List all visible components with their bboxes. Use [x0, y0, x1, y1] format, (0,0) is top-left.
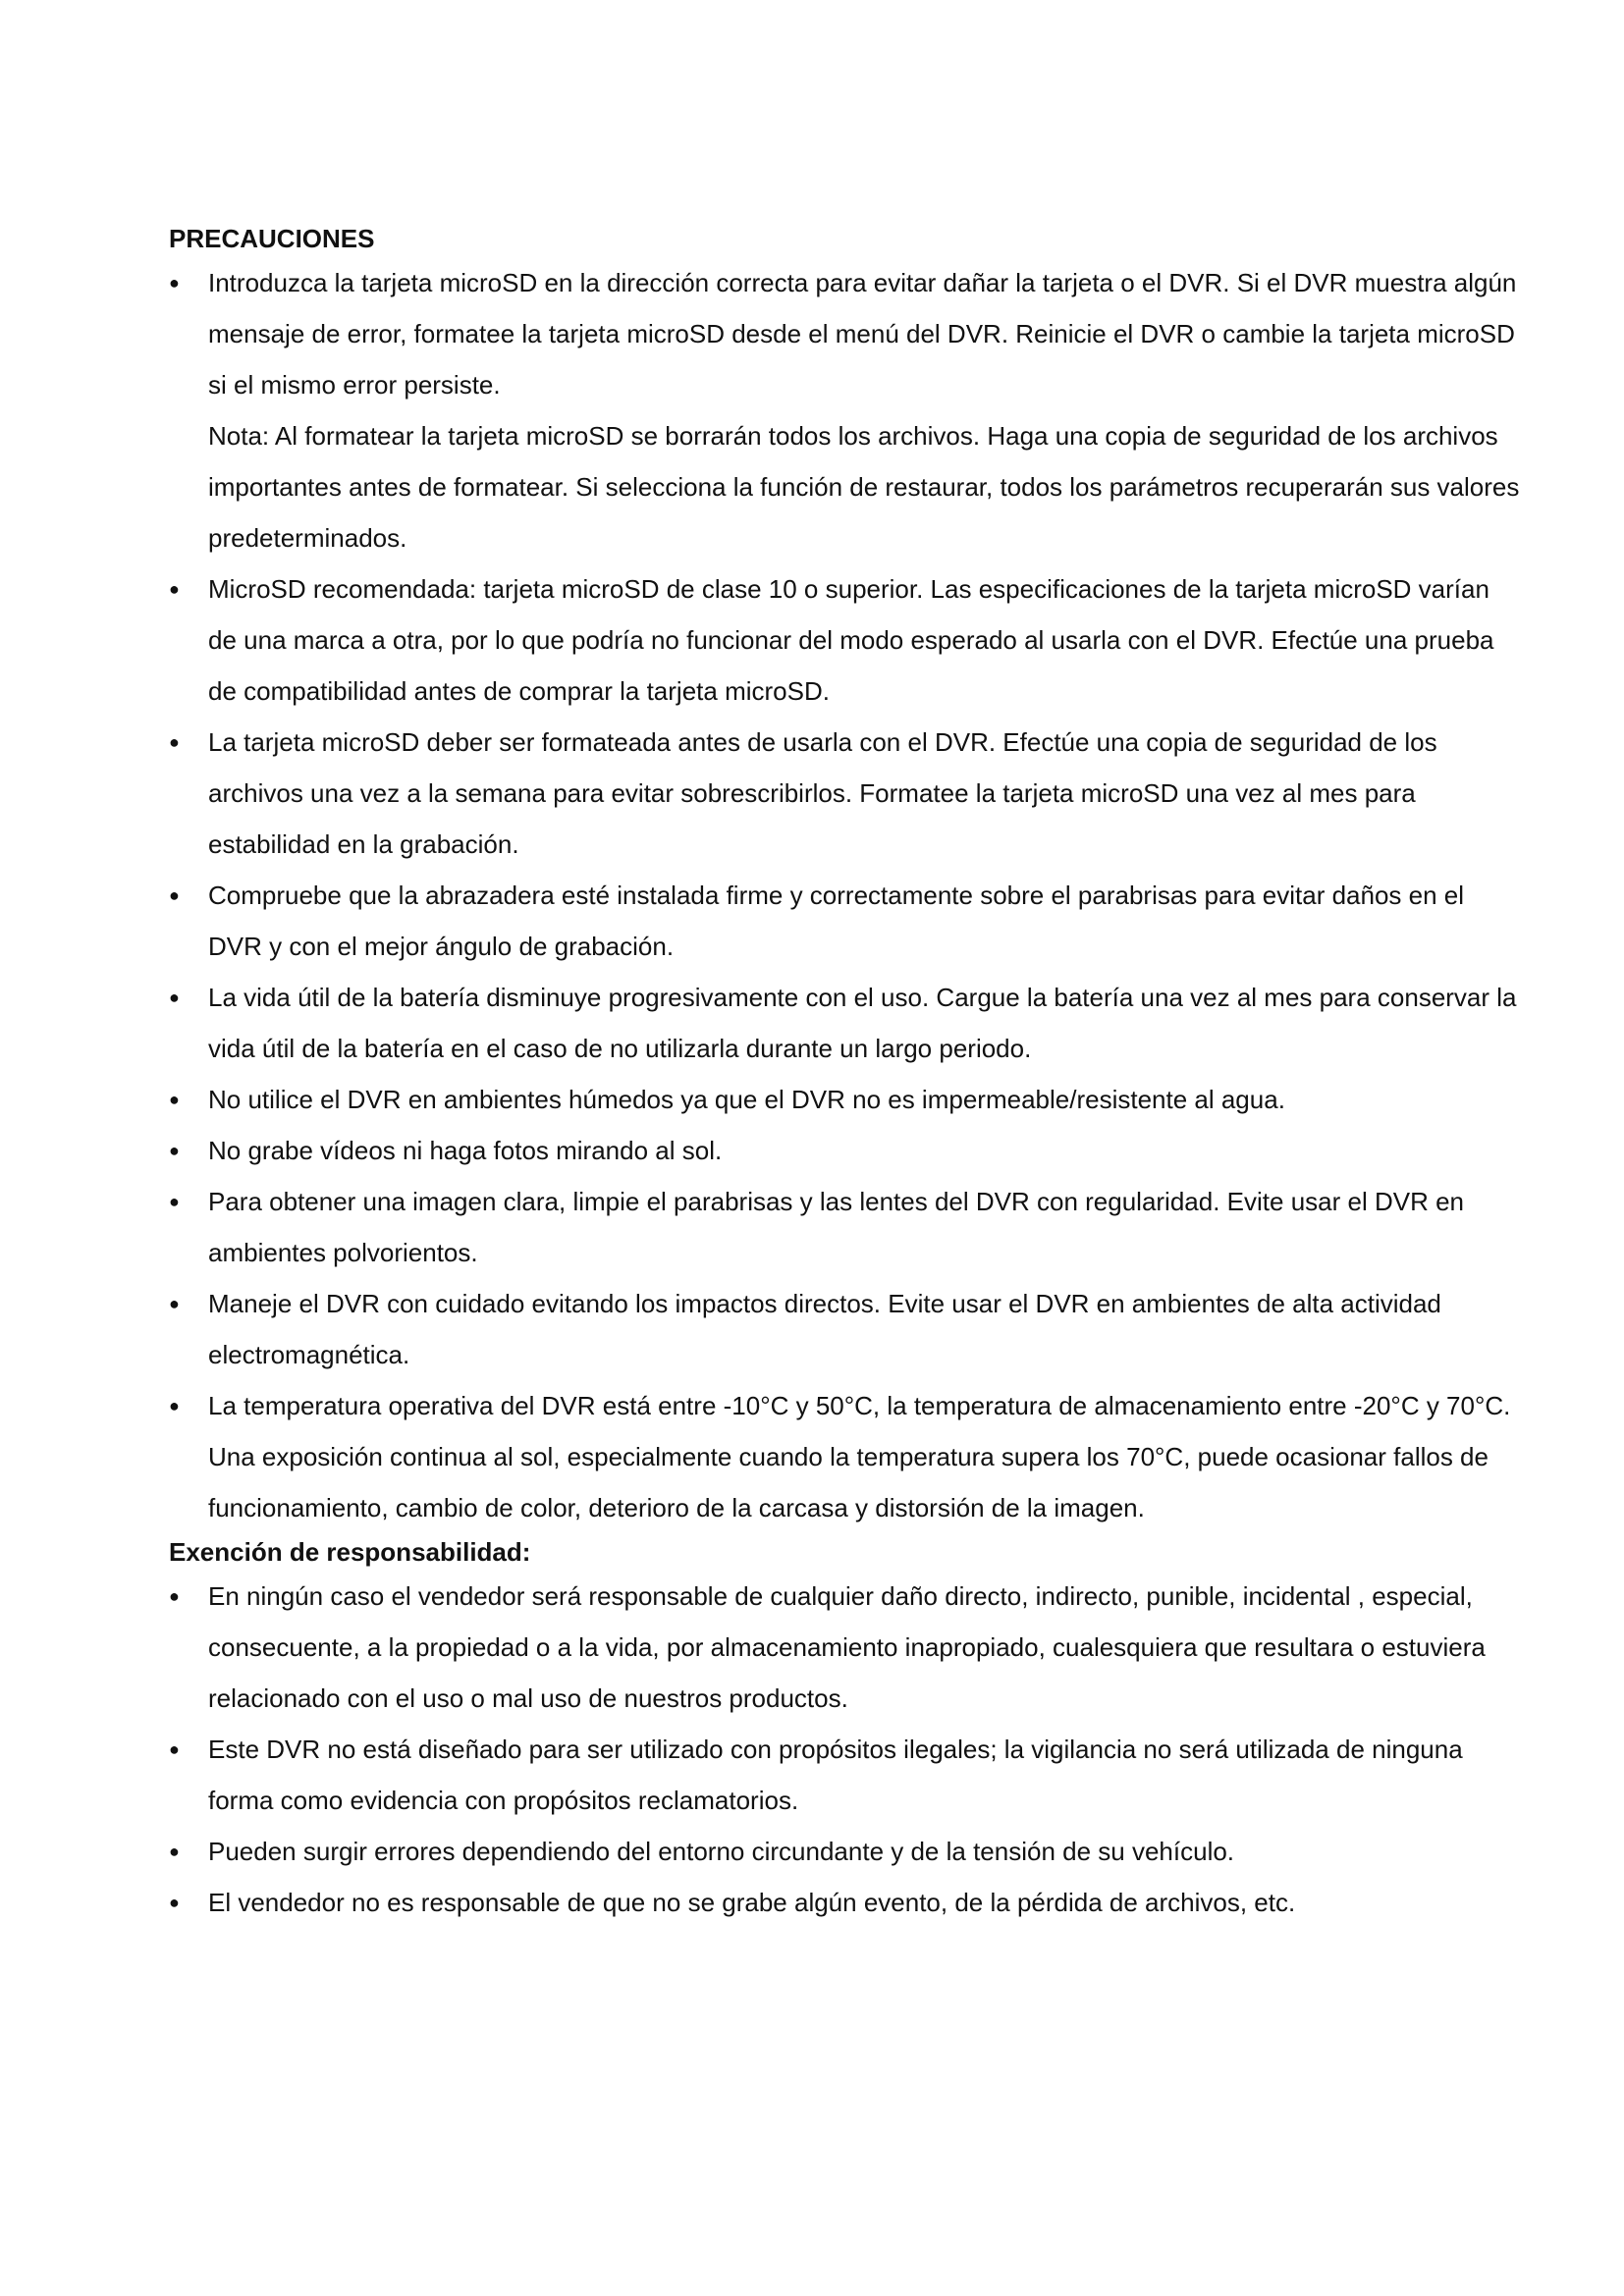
bullet-icon: ●	[169, 1893, 180, 1912]
bullet-icon: ●	[169, 1396, 180, 1415]
list-item	[169, 1278, 1524, 1380]
list-item-text: MicroSD recomendada: tarjeta microSD de clase 10 o superior. Las especificaciones de la tarjeta microSD varían de una marca a otra, por lo que podría no funcionar del modo esperado al usarla con el DVR. Efectúe una prueba de compatibilidad antes de comprar la tarjeta microSD.	[208, 574, 1494, 706]
bullet-icon: ●	[169, 885, 180, 905]
list-item	[169, 972, 1524, 1074]
bullet-icon: ●	[169, 732, 180, 752]
list-item	[169, 1826, 1524, 1877]
document-page	[169, 222, 1524, 1928]
list-item	[169, 717, 1524, 870]
list-item-text: Introduzca la tarjeta microSD en la dirección correcta para evitar dañar la tarjeta o el DVR. Si el DVR muestra algún mensaje de error, formatee la tarjeta microSD desde el menú del DVR. Reinicie el DVR o cambie la tarjeta microSD si el mismo error persiste.	[208, 268, 1517, 400]
list-item-text: No grabe vídeos ni haga fotos mirando al sol.	[208, 1136, 723, 1165]
bullet-icon: ●	[169, 273, 180, 293]
list-item	[169, 257, 1524, 563]
list-item-text: Este DVR no está diseñado para ser utilizado con propósitos ilegales; la vigilancia no será utilizada de ninguna forma como evidencia con propósitos reclamatorios.	[208, 1735, 1463, 1815]
list-item	[169, 1724, 1524, 1826]
list-item	[169, 870, 1524, 972]
bullet-icon: ●	[169, 1842, 180, 1861]
list-item	[169, 563, 1524, 717]
list-item	[169, 1176, 1524, 1278]
list-item	[169, 1571, 1524, 1724]
bullet-icon: ●	[169, 1294, 180, 1313]
precautions-list	[169, 257, 1524, 1533]
list-item	[169, 1380, 1524, 1533]
section-heading-exencion: Exención de responsabilidad:	[169, 1537, 531, 1567]
bullet-icon: ●	[169, 1192, 180, 1211]
bullet-icon: ●	[169, 988, 180, 1007]
list-item-text: Pueden surgir errores dependiendo del entorno circundante y de la tensión de su vehículo.	[208, 1837, 1235, 1866]
list-item-text: No utilice el DVR en ambientes húmedos ya que el DVR no es impermeable/resistente al agua.	[208, 1085, 1285, 1114]
list-item-text: La vida útil de la batería disminuye progresivamente con el uso. Cargue la batería una vez al mes para conservar la vida útil de la batería en el caso de no utilizarla durante un largo periodo.	[208, 983, 1517, 1063]
list-item-text: La tarjeta microSD deber ser formateada antes de usarla con el DVR. Efectúe una copia de seguridad de los archivos una vez a la semana para evitar sobrescribirlos. Formatee la tarjeta microSD una vez al mes para estabilidad en la grabación.	[208, 727, 1437, 859]
list-item	[169, 1125, 1524, 1176]
disclaimer-list	[169, 1571, 1524, 1928]
list-item-text: En ningún caso el vendedor será responsable de cualquier daño directo, indirecto, punible, incidental , especial, consecuente, a la propiedad o a la vida, por almacenamiento inapropiado, cualesquiera que resultara o estuviera relacionado con el uso o mal uso de nuestros productos.	[208, 1581, 1486, 1713]
list-item	[169, 1877, 1524, 1928]
bullet-icon: ●	[169, 1090, 180, 1109]
list-item-text: El vendedor no es responsable de que no se grabe algún evento, de la pérdida de archivos, etc.	[208, 1888, 1296, 1917]
list-item-note: Nota: Al formatear la tarjeta microSD se borrarán todos los archivos. Haga una copia de seguridad de los archivos importantes antes de formatear. Si selecciona la función de restaurar, todos los parámetros recuperarán sus valores predeterminados.	[208, 421, 1520, 553]
list-item	[169, 1074, 1524, 1125]
list-item-text: Compruebe que la abrazadera esté instalada firme y correctamente sobre el parabrisas para evitar daños en el DVR y con el mejor ángulo de grabación.	[208, 881, 1465, 961]
list-item-text: La temperatura operativa del DVR está entre -10°C y 50°C, la temperatura de almacenamiento entre -20°C y 70°C. Una exposición continua al sol, especialmente cuando la temperatura supera los 70°C, puede ocasionar fallos de funcionamiento, cambio de color, deterioro de la carcasa y distorsión de la imagen.	[208, 1391, 1511, 1522]
list-item-text: Para obtener una imagen clara, limpie el parabrisas y las lentes del DVR con regularidad. Evite usar el DVR en ambientes polvorientos.	[208, 1187, 1464, 1267]
bullet-icon: ●	[169, 579, 180, 599]
bullet-icon: ●	[169, 1739, 180, 1759]
list-item-text: Maneje el DVR con cuidado evitando los impactos directos. Evite usar el DVR en ambientes de alta actividad electromagnética.	[208, 1289, 1441, 1369]
section-heading-precauciones: PRECAUCIONES	[169, 224, 375, 253]
bullet-icon: ●	[169, 1141, 180, 1160]
bullet-icon: ●	[169, 1586, 180, 1606]
